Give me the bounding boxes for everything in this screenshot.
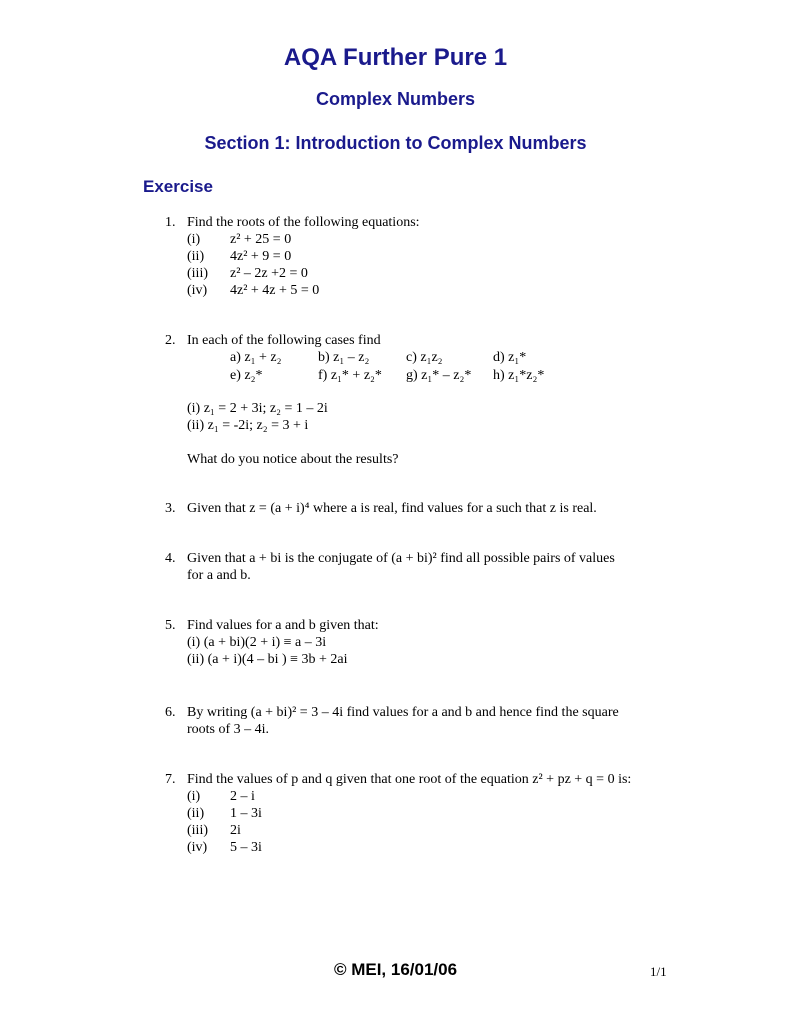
question-number: 5. (165, 618, 176, 633)
question-text: Find the values of p and q given that one root of the equation z² + pz + q = 0 is: (187, 772, 632, 787)
part-value: 1 – 3i (230, 806, 262, 821)
section-title: Section 1: Introduction to Complex Numbers (204, 133, 587, 153)
part-label: (i) (187, 789, 201, 804)
question-number: 6. (165, 705, 176, 720)
task-item: f) z₁* + z₂* (318, 368, 382, 383)
part-label: (i) (187, 232, 201, 247)
part-label: (iii) (187, 266, 208, 281)
question-number: 3. (165, 501, 176, 516)
question-text: roots of 3 – 4i. (187, 722, 270, 737)
question-text: Given that z = (a + i)⁴ where a is real, find values for a such that z is real. (187, 501, 597, 516)
question-text: Given that a + bi is the conjugate of (a + bi)² find all possible pairs of values (187, 551, 615, 566)
question-text: By writing (a + bi)² = 3 – 4i find values for a and b and hence find the square (187, 705, 619, 720)
question-number: 7. (165, 772, 176, 787)
task-item: g) z₁* – z₂* (406, 368, 472, 383)
part-line: (i) (a + bi)(2 + i) ≡ a – 3i (187, 635, 327, 650)
question-text: In each of the following cases find (187, 333, 381, 348)
task-item: b) z₁ – z₂ (318, 350, 370, 365)
part-label: (iii) (187, 823, 208, 838)
part-value: 2i (230, 823, 241, 838)
question-number: 4. (165, 551, 176, 566)
part-label: (ii) (187, 249, 205, 264)
task-item: a) z₁ + z₂ (230, 350, 282, 365)
part-equation: 4z² + 4z + 5 = 0 (230, 283, 320, 298)
part-equation: z² + 25 = 0 (230, 232, 292, 247)
copyright-footer: © MEI, 16/01/06 (333, 960, 458, 979)
page-title: AQA Further Pure 1 (283, 44, 508, 71)
exercise-heading: Exercise (143, 177, 213, 196)
question-text: Find values for a and b given that: (187, 618, 379, 633)
case-line: (i) z₁ = 2 + 3i; z₂ = 1 – 2i (187, 401, 328, 416)
part-equation: 4z² + 9 = 0 (230, 249, 292, 264)
case-line: (ii) z₁ = -2i; z₂ = 3 + i (187, 418, 309, 433)
question-text: for a and b. (187, 568, 251, 583)
part-label: (ii) (187, 806, 205, 821)
chapter-title: Complex Numbers (315, 89, 476, 109)
task-item: c) z₁z₂ (406, 350, 443, 365)
part-label: (iv) (187, 283, 208, 298)
question-number: 2. (165, 333, 176, 348)
part-value: 5 – 3i (230, 840, 262, 855)
question-text: What do you notice about the results? (187, 452, 399, 467)
part-line: (ii) (a + i)(4 – bi ) ≡ 3b + 2ai (187, 652, 348, 667)
question-text: Find the roots of the following equations: (187, 215, 420, 230)
part-label: (iv) (187, 840, 208, 855)
task-item: h) z₁*z₂* (493, 368, 545, 383)
page-number: 1/1 (650, 964, 667, 979)
task-item: d) z₁* (493, 350, 527, 365)
task-item: e) z₂* (230, 368, 263, 383)
part-equation: z² – 2z +2 = 0 (230, 266, 308, 281)
question-number: 1. (165, 215, 176, 230)
part-value: 2 – i (230, 789, 255, 804)
